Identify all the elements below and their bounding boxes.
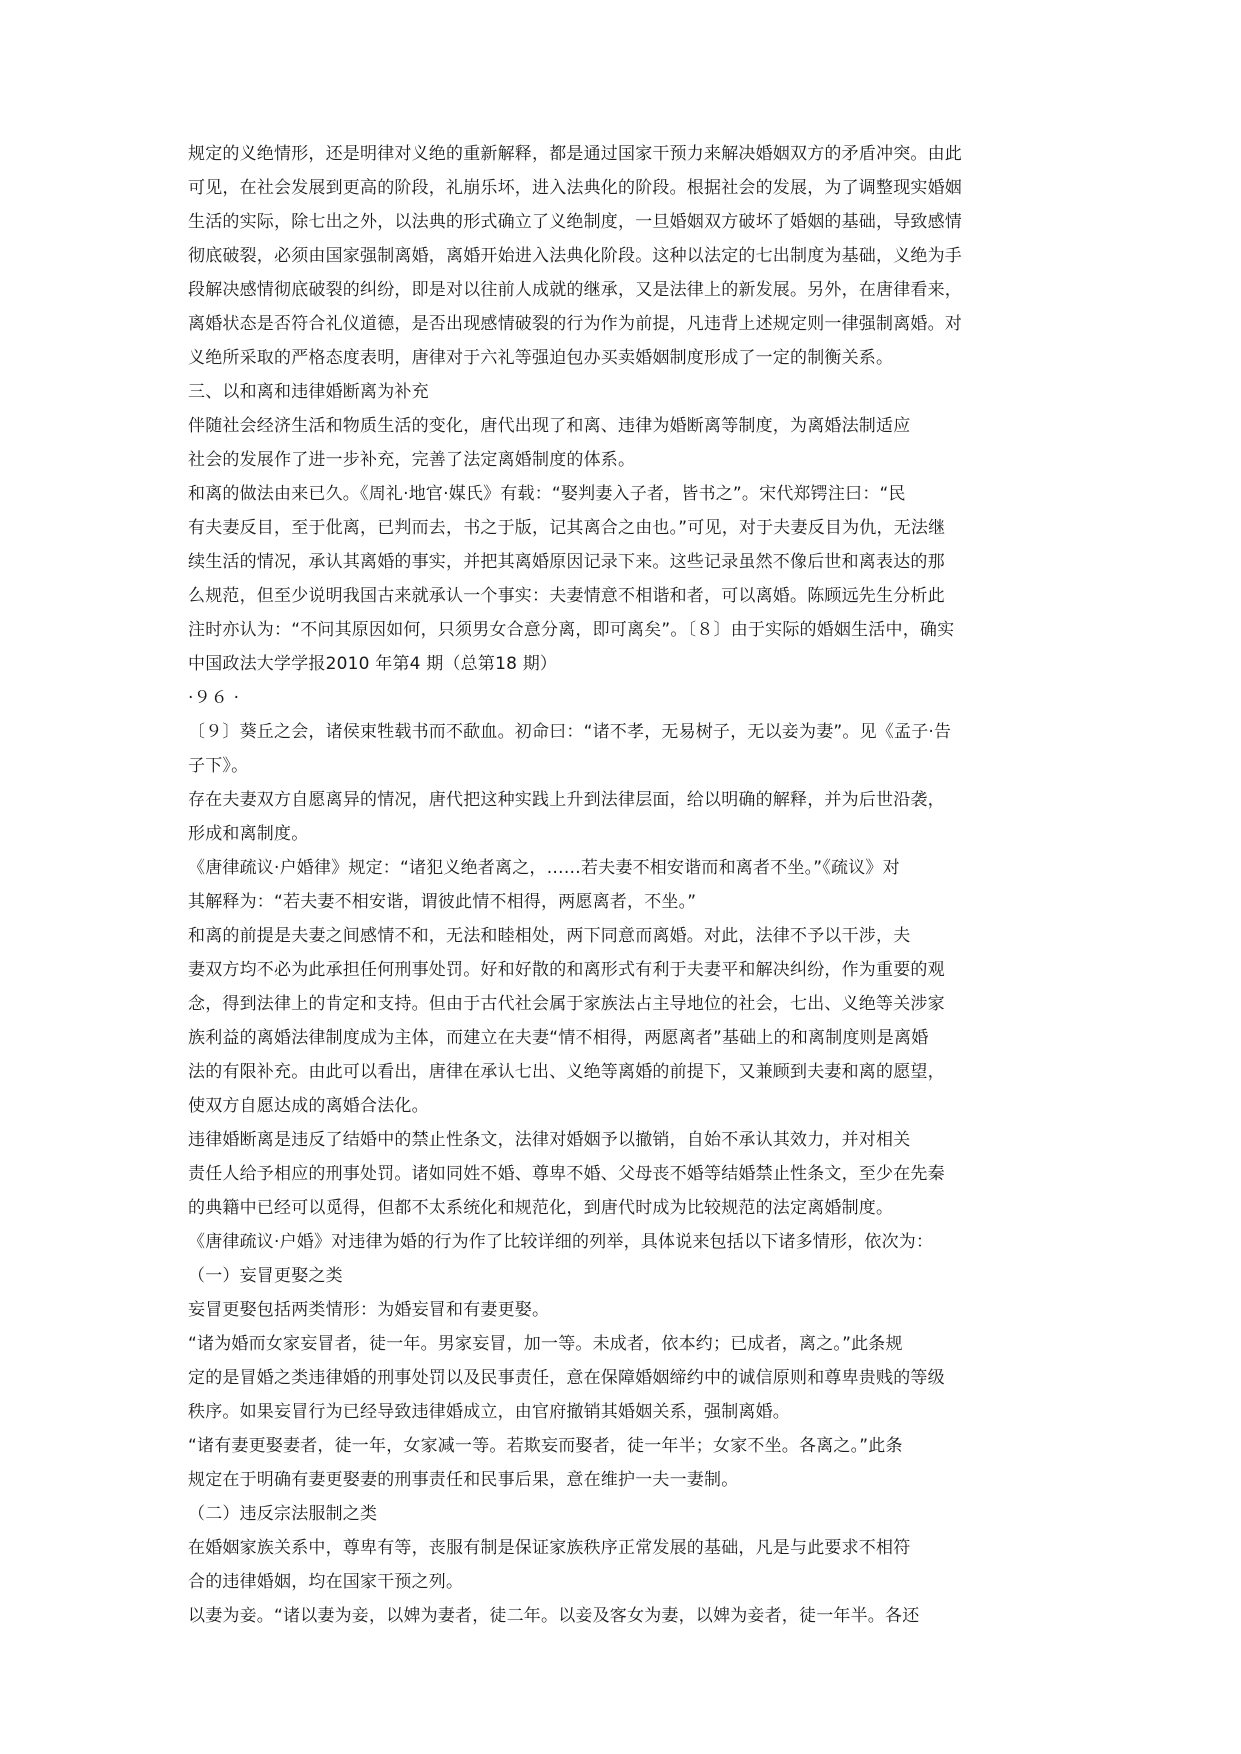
body-text-line: 注时亦认为：“不问其原因如何，只须男女合意分离，即可离矣”。〔８〕由于实际的婚姻生活中，确实 [188,620,955,640]
page-number: ·９６ · [188,688,240,708]
body-text-line: 《唐律疏议·户婚律》规定：“诸犯义绝者离之，……若夫妻不相安谐而和离者不坐。”《疏议》对 [188,858,900,878]
body-text-line: 形成和离制度。 [188,824,309,844]
body-text-line: 责任人给予相应的刑事处罚。诸如同姓不婚、尊卑不婚、父母丧不婚等结婚禁止性条文，至少在先秦 [188,1164,945,1184]
body-text-line: “诸为婚而女家妄冒者，徒一年。男家妄冒，加一等。未成者，依本约；已成者，离之。”此条规 [188,1334,903,1354]
body-text-line: 伴随社会经济生活和物质生活的变化，唐代出现了和离、违律为婚断离等制度，为离婚法制适应 [188,416,911,436]
body-text-line: 合的违律婚姻，均在国家干预之列。 [188,1572,464,1592]
body-text-line: 念，得到法律上的肯定和支持。但由于古代社会属于家族法占主导地位的社会，七出、义绝等关涉家 [188,994,945,1014]
running-footer: 中国政法大学学报2010 年第4 期（总第18 期） [188,654,558,674]
body-text-line: 其解释为：“若夫妻不相安谐，谓彼此情不相得，两愿离者，不坐。” [188,892,697,912]
body-text-line: 续生活的情况，承认其离婚的事实，并把其离婚原因记录下来。这些记录虽然不像后世和离表达的那 [188,552,945,572]
body-text-line: 有夫妻反目，至于仳离，已判而去，书之于版，记其离合之由也。”可见，对于夫妻反目为仇，无法继 [188,518,946,538]
body-text-line: 么规范，但至少说明我国古来就承认一个事实：夫妻情意不相谐和者，可以离婚。陈顾远先生分析此 [188,586,945,606]
body-text-line: 彻底破裂，必须由国家强制离婚，离婚开始进入法典化阶段。这种以法定的七出制度为基础，义绝为手 [188,246,962,266]
body-text-line: 违律婚断离是违反了结婚中的禁止性条文，法律对婚姻予以撤销，自始不承认其效力，并对相关 [188,1130,911,1150]
body-text-line: 定的是冒婚之类违律婚的刑事处罚以及民事责任，意在保障婚姻缔约中的诚信原则和尊卑贵贱的等级 [188,1368,945,1388]
subsection-heading: （二）违反宗法服制之类 [188,1504,378,1524]
body-text-line: 生活的实际，除七出之外，以法典的形式确立了义绝制度，一旦婚姻双方破坏了婚姻的基础，导致感情 [188,212,962,232]
body-text-line: 规定在于明确有妻更娶妻的刑事责任和民事后果，意在维护一夫一妻制。 [188,1470,739,1490]
footnote-line: 子下》。 [188,756,249,776]
body-text-line: 法的有限补充。由此可以看出，唐律在承认七出、义绝等离婚的前提下，又兼顾到夫妻和离的愿望， [188,1062,945,1082]
body-text-line: 《唐律疏议·户婚》对违律为婚的行为作了比较详细的列举，具体说来包括以下诸多情形，依次为： [188,1232,934,1252]
section-heading: 三、以和离和违律婚断离为补充 [188,382,429,402]
body-text-line: 使双方自愿达成的离婚合法化。 [188,1096,429,1116]
body-text-line: “诸有妻更娶妻者，徒一年，女家减一等。若欺妄而娶者，徒一年半；女家不坐。各离之。”此条 [188,1436,903,1456]
footnote-line: 〔９〕葵丘之会，诸侯束牲载书而不歃血。初命曰：“诸不孝，无易树子，无以妾为妻”。见《孟子·告 [188,722,952,742]
body-text-line: 存在夫妻双方自愿离异的情况，唐代把这种实践上升到法律层面，给以明确的解释，并为后世沿袭， [188,790,945,810]
body-text-line: 和离的做法由来已久。《周礼·地官·媒氏》有载：“娶判妻入子者，皆书之”。宋代郑锷注曰：“民 [188,484,906,504]
subsection-heading: （一）妄冒更娶之类 [188,1266,343,1286]
body-text-line: 的典籍中已经可以觅得，但都不太系统化和规范化，到唐代时成为比较规范的法定离婚制度。 [188,1198,894,1218]
body-text-line: 段解决感情彻底破裂的纠纷，即是对以往前人成就的继承，又是法律上的新发展。另外，在唐律看来， [188,280,962,300]
body-text-line: 在婚姻家族关系中，尊卑有等，丧服有制是保证家族秩序正常发展的基础，凡是与此要求不相符 [188,1538,911,1558]
body-text-line: 社会的发展作了进一步补充，完善了法定离婚制度的体系。 [188,450,636,470]
body-text-line: 以妻为妾。“诸以妻为妾，以婢为妻者，徒二年。以妾及客女为妻，以婢为妾者，徒一年半。各还 [188,1606,920,1626]
body-text-line: 规定的义绝情形，还是明律对义绝的重新解释，都是通过国家干预力来解决婚姻双方的矛盾冲突。由此 [188,144,962,164]
body-text-line: 可见，在社会发展到更高的阶段，礼崩乐坏，进入法典化的阶段。根据社会的发展，为了调整现实婚姻 [188,178,962,198]
body-text-line: 妄冒更娶包括两类情形：为婚妄冒和有妻更娶。 [188,1300,550,1320]
body-text-line: 妻双方均不必为此承担任何刑事处罚。好和好散的和离形式有利于夫妻平和解决纠纷，作为重要的观 [188,960,945,980]
body-text-line: 族利益的离婚法律制度成为主体，而建立在夫妻“情不相得，两愿离者”基础上的和离制度则是离婚 [188,1028,929,1048]
body-text-line: 义绝所采取的严格态度表明，唐律对于六礼等强迫包办买卖婚姻制度形成了一定的制衡关系。 [188,348,894,368]
body-text-line: 秩序。如果妄冒行为已经导致违律婚成立，由官府撤销其婚姻关系，强制离婚。 [188,1402,790,1422]
body-text-line: 离婚状态是否符合礼仪道德，是否出现感情破裂的行为作为前提，凡违背上述规定则一律强制离婚。对 [188,314,962,334]
body-text-line: 和离的前提是夫妻之间感情不和，无法和睦相处，两下同意而离婚。对此，法律不予以干涉，夫 [188,926,911,946]
